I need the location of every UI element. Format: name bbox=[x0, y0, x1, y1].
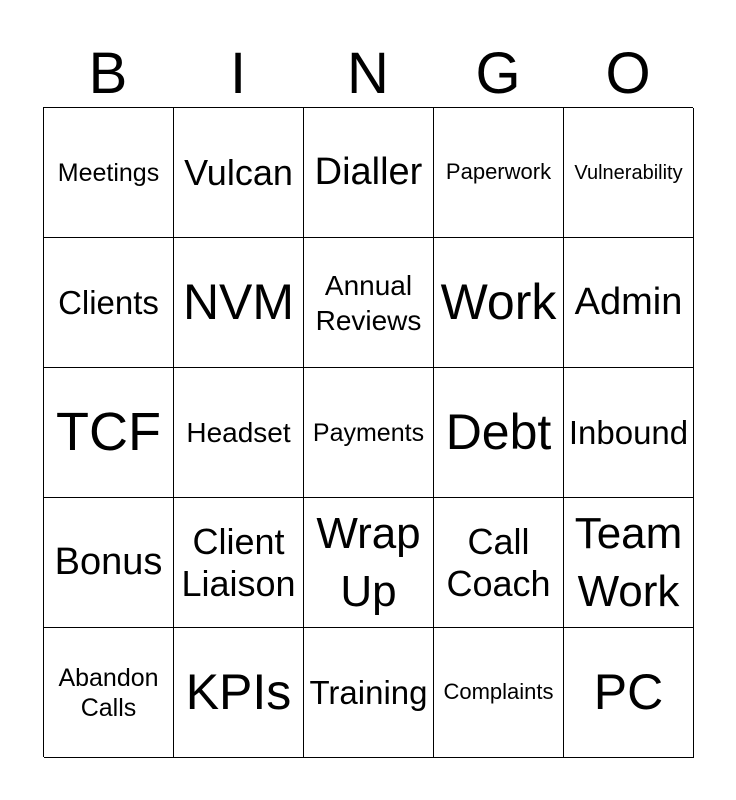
header-letter-b: B bbox=[88, 41, 128, 106]
bingo-cell[interactable]: Wrap Up bbox=[304, 498, 434, 628]
bingo-cell[interactable]: Team Work bbox=[564, 498, 694, 628]
header-letter-i: I bbox=[229, 41, 247, 106]
bingo-cell[interactable]: Bonus bbox=[44, 498, 174, 628]
bingo-cell[interactable]: Payments bbox=[304, 368, 434, 498]
bingo-cell[interactable]: Work bbox=[434, 238, 564, 368]
bingo-cell[interactable]: Training bbox=[304, 628, 434, 758]
bingo-cell[interactable]: Admin bbox=[564, 238, 694, 368]
header-letter-g: G bbox=[475, 41, 521, 106]
bingo-header bbox=[43, 40, 693, 108]
header-letter-o: O bbox=[605, 41, 651, 106]
bingo-cell[interactable]: Call Coach bbox=[434, 498, 564, 628]
bingo-cell[interactable]: NVM bbox=[174, 238, 304, 368]
bingo-cell[interactable]: Vulnerability bbox=[564, 108, 694, 238]
bingo-cell[interactable]: Dialler bbox=[304, 108, 434, 238]
bingo-cell[interactable]: KPIs bbox=[174, 628, 304, 758]
bingo-cell[interactable]: Paperwork bbox=[434, 108, 564, 238]
bingo-cell[interactable]: PC bbox=[564, 628, 694, 758]
bingo-cell[interactable]: Headset bbox=[174, 368, 304, 498]
bingo-cell[interactable]: Vulcan bbox=[174, 108, 304, 238]
bingo-cell[interactable]: Debt bbox=[434, 368, 564, 498]
bingo-cell[interactable]: TCF bbox=[44, 368, 174, 498]
header-letter-n: N bbox=[347, 41, 389, 106]
bingo-cell[interactable]: Abandon Calls bbox=[44, 628, 174, 758]
bingo-cell[interactable]: Meetings bbox=[44, 108, 174, 238]
bingo-cell[interactable]: Clients bbox=[44, 238, 174, 368]
bingo-cell[interactable]: Client Liaison bbox=[174, 498, 304, 628]
bingo-cell[interactable]: Complaints bbox=[434, 628, 564, 758]
bingo-cell[interactable]: Inbound bbox=[564, 368, 694, 498]
bingo-cell[interactable]: Annual Reviews bbox=[304, 238, 434, 368]
bingo-card-grid bbox=[43, 107, 693, 757]
